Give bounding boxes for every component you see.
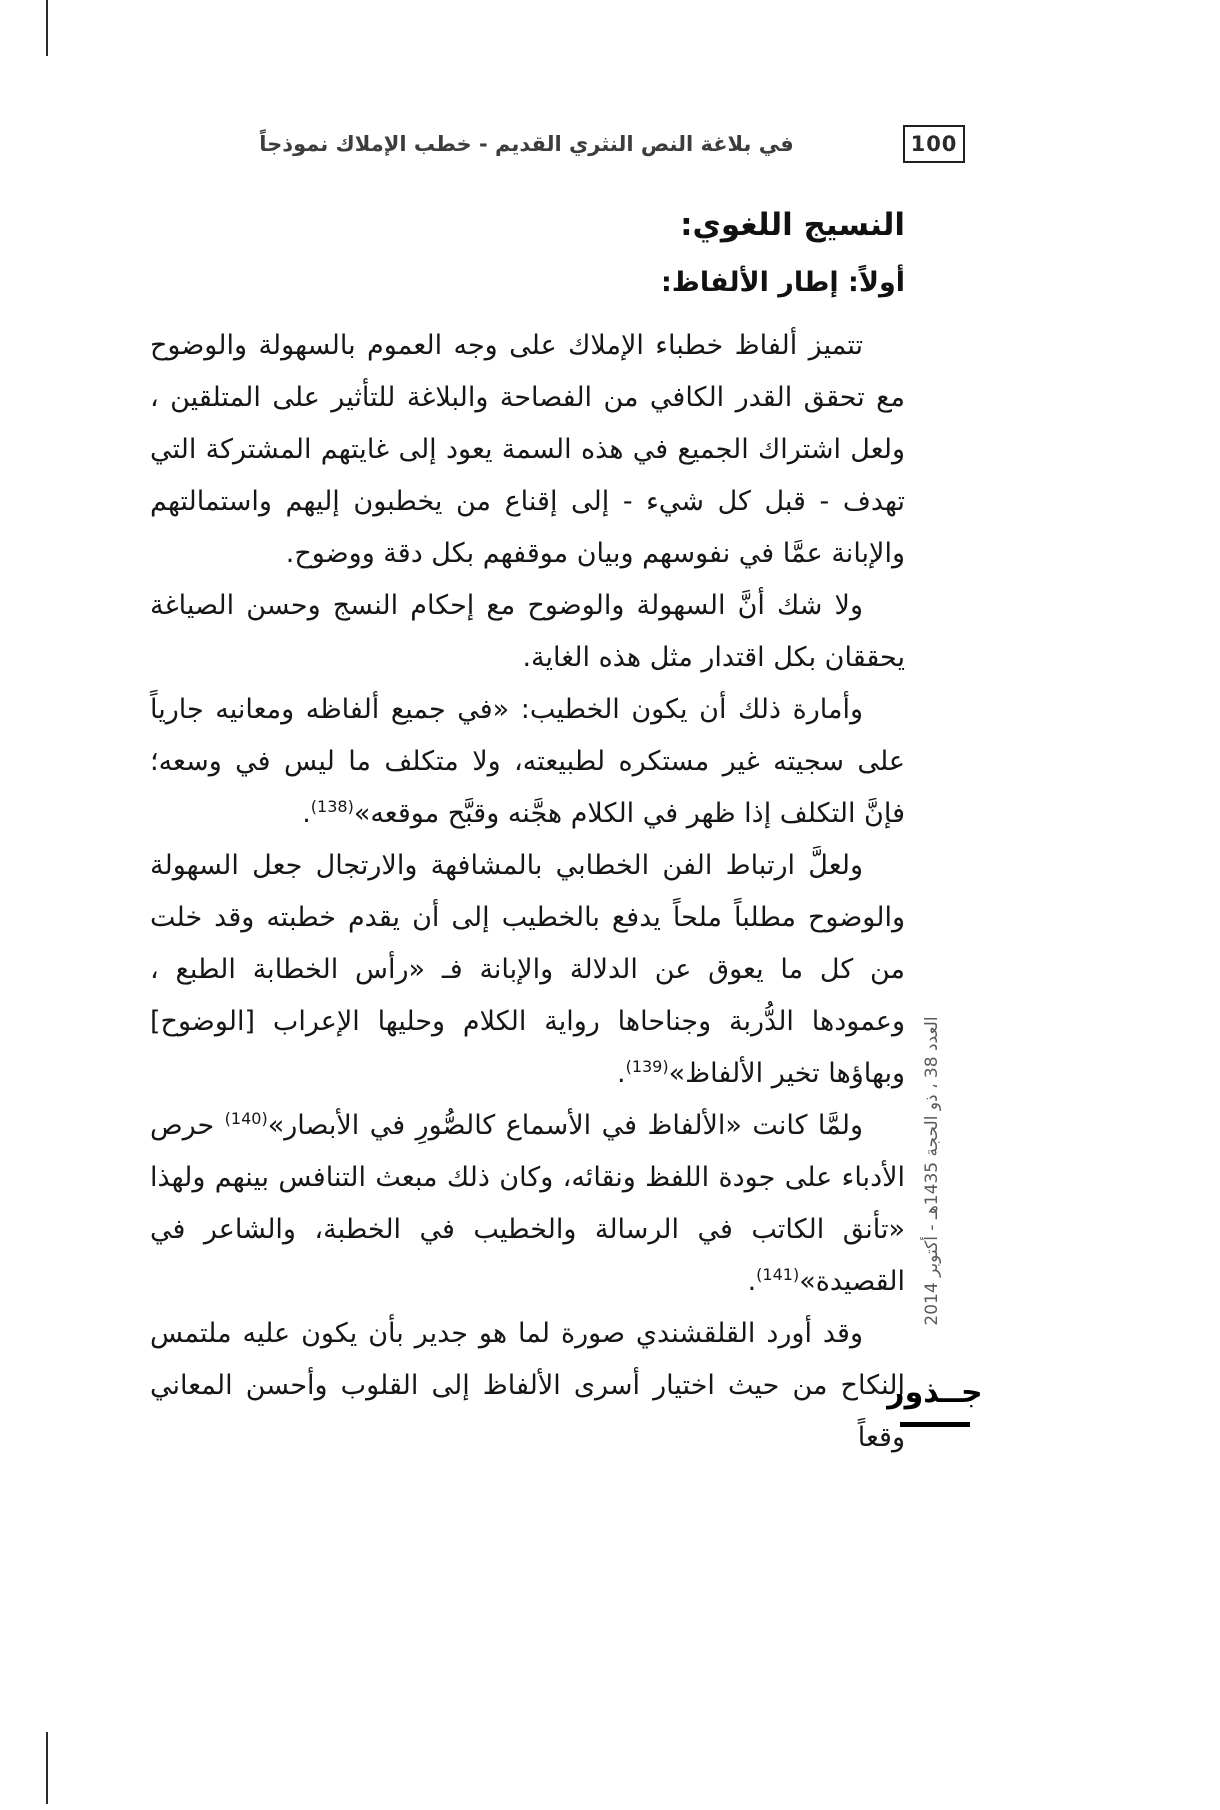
main-text-column bbox=[150, 202, 905, 1464]
paragraph: تتميز ألفاظ خطباء الإملاك على وجه العموم بالسهولة والوضوح مع تحقق القدر الكافي من الفصاحة والبلاغة للتأثير على المتلقين ، ولعل اشتراك الجميع في هذه السمة يعود إلى غايتهم المشتركة التي تهدف - قبل كل شيء - إلى إقناع من يخطبون إليهم واستمالتهم والإبانة عمَّا في نفوسهم وبيان موقفهم بكل دقة ووضوح. bbox=[150, 330, 905, 569]
footnote-reference: (141) bbox=[756, 1265, 800, 1284]
paragraphs bbox=[150, 320, 905, 1464]
subsection-heading: أولاً: إطار الألفاظ: bbox=[660, 267, 905, 298]
running-title: في بلاغة النص النثري القديم - خطب الإملاك نموذجاً bbox=[259, 132, 794, 156]
footnote-reference: (140) bbox=[224, 1109, 268, 1128]
crop-mark-bottom-left bbox=[46, 1732, 48, 1804]
section-heading: النسيج اللغوي: bbox=[680, 207, 905, 243]
paragraph: وأمارة ذلك أن يكون الخطيب: «في جميع ألفاظه ومعانيه جارياً على سجيته غير مستكره لطبيعته، ولا متكلف ما ليس في وسعه؛ فإنَّ التكلف إذا ظهر في الكلام هجَّنه وقبَّح موقعه»$^{(138)}$. bbox=[150, 694, 905, 829]
paragraph: وقد أورد القلقشندي صورة لما هو جدير بأن يكون عليه ملتمس النكاح من حيث اختيار أسرى الألفاظ إلى القلوب وأحسن المعاني وقعاً bbox=[150, 1318, 905, 1453]
journal-logo: جــذور bbox=[900, 1362, 970, 1427]
crop-mark-top-left bbox=[46, 0, 48, 56]
paragraph: ولمَّا كانت «الألفاظ في الأسماع كالصُّورِ في الأبصار»$^{(140)}$ حرص الأدباء على جودة اللفظ ونقائه، وكان ذلك مبعث التنافس بينهم ولهذا «تأنق الكاتب في الرسالة والخطيب في الخطبة، والشاعر في القصيدة»$^{(141)}$. bbox=[150, 1109, 905, 1297]
footnote-reference: (139) bbox=[625, 1057, 669, 1076]
issue-info-vertical-text: العدد 38 ، ذو الحجة 1435هـ - أكتوبر 2014 bbox=[922, 1016, 942, 1326]
paragraph: ولا شك أنَّ السهولة والوضوح مع إحكام النسج وحسن الصياغة يحققان بكل اقتدار مثل هذه الغاية. bbox=[150, 590, 905, 673]
page-header bbox=[150, 122, 965, 166]
paragraph: ولعلَّ ارتباط الفن الخطابي بالمشافهة والارتجال جعل السهولة والوضوح مطلباً ملحاً يدفع بالخطيب إلى أن يقدم خطبته وقد خلت من كل ما يعوق عن الدلالة والإبانة فـ «رأس الخطابة الطبع ، وعمودها الدُّربة وجناحاها رواية الكلام وحليها الإعراب [الوضوح] وبهاؤها تخير الألفاظ»$^{(139)}$. bbox=[150, 850, 905, 1089]
footnote-reference: (138) bbox=[310, 797, 354, 816]
page-number-box: 100 bbox=[903, 125, 965, 163]
